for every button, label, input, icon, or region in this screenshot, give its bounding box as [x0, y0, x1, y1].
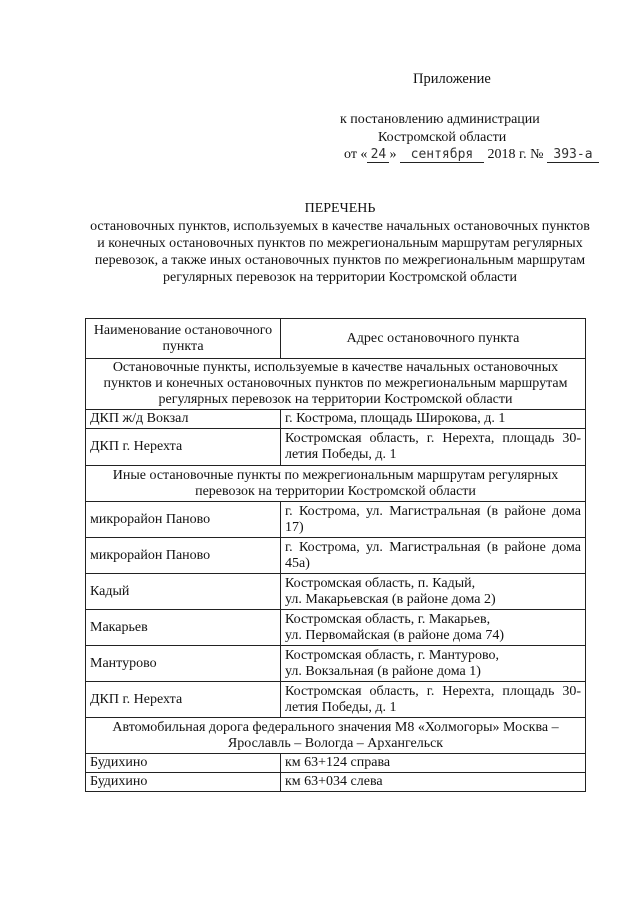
section-title: Иные остановочные пункты по межрегиональным маршрутам регулярных перевозок на территории Костромской области [86, 466, 586, 502]
date-mid: » [389, 147, 397, 162]
appendix-label: Приложение [413, 71, 491, 87]
stop-name: ДКП г. Нерехта [86, 682, 281, 718]
header-address: Адрес остановочного пункта [281, 319, 586, 359]
stop-address: г. Кострома, ул. Магистральная (в районе дома 17) [281, 502, 586, 538]
table-row [86, 682, 586, 718]
table-row [86, 502, 586, 538]
stop-address: г. Кострома, площадь Широкова, д. 1 [281, 410, 586, 429]
date-prefix: от « [344, 147, 368, 162]
address-line: ул. Первомайская (в районе дома 74) [285, 627, 505, 643]
table-row [86, 754, 586, 773]
stop-name: ДКП г. Нерехта [86, 429, 281, 466]
stop-name: Мантурово [86, 646, 281, 682]
table-row [86, 429, 586, 466]
stop-address [281, 646, 586, 682]
stop-address: км 63+034 слева [281, 773, 586, 792]
document-title: ПЕРЕЧЕНЬ [304, 201, 376, 216]
table-row [86, 610, 586, 646]
table-row [86, 574, 586, 610]
table-row [86, 410, 586, 429]
table-row [86, 646, 586, 682]
decree-year: 2018 г. № [487, 147, 544, 162]
section-title: Остановочные пункты, используемые в качестве начальных остановочных пунктов и конечных остановочных пунктов по межрегиональным маршрутам регулярных перевозок на территории Костромской области [86, 359, 586, 410]
stop-name: Будихино [86, 773, 281, 792]
header-name: Наименование остановочного пункта [86, 319, 281, 359]
section-row [86, 359, 586, 410]
document-subtitle: остановочных пунктов, используемых в качестве начальных остановочных пунктов и конечных остановочных пунктов по межрегиональным маршрутам регулярных перевозок, а также иных остановочных пунктов по межрегиональным маршрутам регулярных перевозок на территории Костромской области [90, 219, 590, 285]
table-row [86, 538, 586, 574]
section-row [86, 718, 586, 754]
stop-name: микрорайон Паново [86, 538, 281, 574]
address-line: Костромская область, п. Кадый, [285, 575, 476, 591]
stops-table [85, 318, 586, 792]
stop-address: км 63+124 справа [281, 754, 586, 773]
stop-name: ДКП ж/д Вокзал [86, 410, 281, 429]
decree-reference: к постановлению администрации [340, 112, 540, 127]
table-row [86, 773, 586, 792]
address-line: ул. Вокзальная (в районе дома 1) [285, 663, 481, 679]
stop-name: Кадый [86, 574, 281, 610]
decree-month: сентября [400, 148, 484, 163]
stop-address: Костромская область, г. Нерехта, площадь 30-летия Победы, д. 1 [281, 682, 586, 718]
stop-address [281, 610, 586, 646]
address-line: ул. Макарьевская (в районе дома 2) [285, 591, 496, 607]
section-row [86, 466, 586, 502]
address-line: Костромская область, г. Макарьев, [285, 611, 491, 627]
decree-number: 393-а [547, 148, 599, 163]
decree-date-number [344, 146, 599, 163]
stop-address [281, 574, 586, 610]
decree-authority: Костромской области [378, 130, 507, 145]
stop-name: Будихино [86, 754, 281, 773]
table-header-row [86, 319, 586, 359]
stop-name: Макарьев [86, 610, 281, 646]
section-title: Автомобильная дорога федерального значения М8 «Холмогоры» Москва – Ярославль – Вологда – Архангельск [86, 718, 586, 754]
address-line: Костромская область, г. Мантурово, [285, 647, 499, 663]
decree-day: 24 [367, 148, 389, 163]
stop-address: Костромская область, г. Нерехта, площадь 30-летия Победы, д. 1 [281, 429, 586, 466]
stop-name: микрорайон Паново [86, 502, 281, 538]
stop-address: г. Кострома, ул. Магистральная (в районе дома 45а) [281, 538, 586, 574]
